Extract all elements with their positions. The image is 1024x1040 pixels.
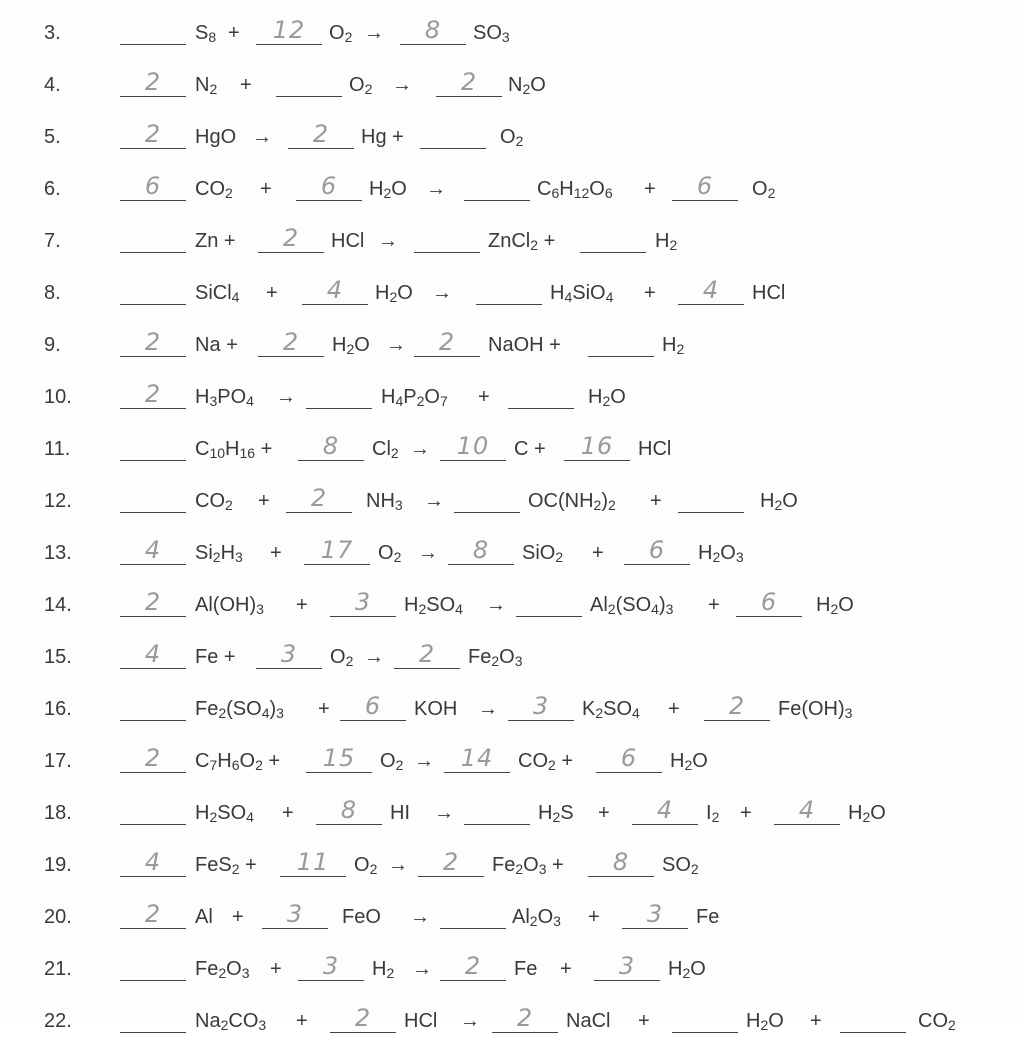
yield-arrow-icon: → — [364, 22, 384, 44]
plus-sign: + — [598, 802, 610, 824]
coefficient-blank[interactable] — [120, 848, 186, 877]
handwritten-coefficient: 2 — [312, 120, 330, 148]
yield-arrow-icon: → — [386, 334, 406, 356]
chemical-formula: ZnCl$_2$ + — [488, 230, 556, 253]
chemical-formula: $SO_2$ — [662, 854, 699, 877]
yield-arrow-icon: → — [412, 958, 432, 980]
plus-sign: + — [668, 698, 680, 720]
chemical-formula: HI — [390, 802, 410, 824]
coefficient-blank[interactable] — [120, 224, 186, 253]
equation-row — [0, 220, 1024, 260]
chemical-formula: $OC(NH_2)_2$ — [528, 490, 616, 513]
yield-arrow-icon: → — [378, 230, 398, 252]
equation-row — [0, 376, 1024, 416]
chemical-formula: $H_2S$ — [538, 802, 574, 825]
yield-arrow-icon: → — [424, 490, 444, 512]
coefficient-blank[interactable] — [476, 276, 542, 305]
coefficient-blank[interactable] — [516, 588, 582, 617]
handwritten-coefficient: 6 — [760, 588, 778, 616]
handwritten-coefficient: 2 — [144, 380, 162, 408]
handwritten-coefficient: 3 — [532, 692, 550, 720]
handwritten-coefficient: 2 — [282, 328, 300, 356]
coefficient-blank[interactable] — [440, 432, 506, 461]
equation-row — [0, 428, 1024, 468]
coefficient-blank[interactable] — [414, 328, 480, 357]
coefficient-blank[interactable] — [492, 1004, 558, 1033]
coefficient-blank[interactable] — [120, 172, 186, 201]
plus-sign: + — [644, 282, 656, 304]
coefficient-blank[interactable] — [120, 16, 186, 45]
problem-number: 5. — [44, 126, 61, 148]
coefficient-blank[interactable] — [672, 172, 738, 201]
handwritten-coefficient: 2 — [282, 224, 300, 252]
handwritten-coefficient: 2 — [460, 68, 478, 96]
chemical-formula: $O_2$ — [354, 854, 378, 877]
problem-number: 18. — [44, 802, 72, 824]
chemical-formula: $H_2O$ — [760, 490, 798, 513]
coefficient-blank[interactable] — [340, 692, 406, 721]
equation-row — [0, 168, 1024, 208]
problem-number: 20. — [44, 906, 72, 928]
chemical-formula: $Fe_2(SO_4)_3$ — [195, 698, 284, 721]
chemical-formula: $H_2O$ — [375, 282, 413, 305]
plus-sign: + — [708, 594, 720, 616]
coefficient-blank[interactable] — [580, 224, 646, 253]
coefficient-blank[interactable] — [444, 744, 510, 773]
chemical-formula: $H_2SO_4$ — [195, 802, 254, 825]
equation-row — [0, 1000, 1024, 1040]
coefficient-blank[interactable] — [840, 1004, 906, 1033]
coefficient-blank[interactable] — [258, 328, 324, 357]
chemical-formula: $O_2$ — [752, 178, 776, 201]
chemical-formula: Zn + — [195, 230, 236, 252]
coefficient-blank[interactable] — [306, 380, 372, 409]
plus-sign: + — [638, 1010, 650, 1032]
plus-sign: + — [260, 178, 272, 200]
handwritten-coefficient: 3 — [280, 640, 298, 668]
chemical-formula: $O_2$ — [329, 22, 353, 45]
problem-number: 22. — [44, 1010, 72, 1032]
problem-number: 8. — [44, 282, 61, 304]
coefficient-blank[interactable] — [414, 224, 480, 253]
chemical-formula: HCl — [404, 1010, 438, 1032]
plus-sign: + — [592, 542, 604, 564]
coefficient-blank[interactable] — [120, 536, 186, 565]
chemical-formula: $H_2$ — [662, 334, 685, 357]
coefficient-blank[interactable] — [436, 68, 502, 97]
chemical-formula: C + — [514, 438, 546, 460]
yield-arrow-icon: → — [252, 126, 272, 148]
coefficient-blank[interactable] — [418, 848, 484, 877]
coefficient-blank[interactable] — [120, 380, 186, 409]
handwritten-coefficient: 2 — [144, 900, 162, 928]
handwritten-coefficient: 4 — [656, 796, 674, 824]
handwritten-coefficient: 14 — [460, 744, 494, 772]
handwritten-coefficient: 2 — [464, 952, 482, 980]
chemical-formula: $Fe_2O_3$ + — [492, 854, 564, 877]
handwritten-coefficient: 2 — [144, 588, 162, 616]
handwritten-coefficient: 2 — [144, 744, 162, 772]
handwritten-coefficient: 2 — [418, 640, 436, 668]
handwritten-coefficient: 4 — [326, 276, 344, 304]
coefficient-blank[interactable] — [564, 432, 630, 461]
chemical-formula: $CO_2$ + — [518, 750, 574, 773]
plus-sign: + — [644, 178, 656, 200]
handwritten-coefficient: 8 — [424, 16, 442, 44]
handwritten-coefficient: 4 — [798, 796, 816, 824]
chemical-formula: $Na_2CO_3$ — [195, 1010, 267, 1033]
chemical-formula: $Si_2H_3$ — [195, 542, 243, 565]
equation-row — [0, 948, 1024, 988]
chemical-formula: KOH — [414, 698, 458, 720]
handwritten-coefficient: 3 — [286, 900, 304, 928]
coefficient-blank[interactable] — [774, 796, 840, 825]
coefficient-blank[interactable] — [120, 276, 186, 305]
handwritten-coefficient: 4 — [144, 536, 162, 564]
plus-sign: + — [560, 958, 572, 980]
problem-number: 14. — [44, 594, 72, 616]
chemical-formula: $Al(OH)_3$ — [195, 594, 264, 617]
coefficient-blank[interactable] — [120, 900, 186, 929]
chemical-formula: $H_2O$ — [670, 750, 708, 773]
coefficient-blank[interactable] — [120, 328, 186, 357]
chemical-formula: $NH_3$ — [366, 490, 403, 513]
coefficient-blank[interactable] — [622, 900, 688, 929]
coefficient-blank[interactable] — [440, 952, 506, 981]
chemical-formula: $H_3PO_4$ — [195, 386, 254, 409]
chemical-formula: $O_2$ — [378, 542, 402, 565]
handwritten-coefficient: 3 — [646, 900, 664, 928]
yield-arrow-icon: → — [414, 750, 434, 772]
plus-sign: + — [740, 802, 752, 824]
chemical-formula: $K_2SO_4$ — [582, 698, 640, 721]
chemical-formula: $Fe(OH)_3$ — [778, 698, 853, 721]
equation-row — [0, 64, 1024, 104]
coefficient-blank[interactable] — [120, 484, 186, 513]
coefficient-blank[interactable] — [120, 432, 186, 461]
coefficient-blank[interactable] — [420, 120, 486, 149]
handwritten-coefficient: 12 — [272, 16, 306, 44]
handwritten-coefficient: 2 — [144, 68, 162, 96]
coefficient-blank[interactable] — [120, 952, 186, 981]
plus-sign: + — [478, 386, 490, 408]
problem-number: 17. — [44, 750, 72, 772]
plus-sign: + — [240, 74, 252, 96]
problem-number: 15. — [44, 646, 72, 668]
yield-arrow-icon: → — [410, 906, 430, 928]
handwritten-coefficient: 6 — [320, 172, 338, 200]
handwritten-coefficient: 2 — [516, 1004, 534, 1032]
chemical-formula: $N_2O$ — [508, 74, 546, 97]
chemical-formula: $H_2O$ — [816, 594, 854, 617]
plus-sign: + — [258, 490, 270, 512]
plus-sign: + — [266, 282, 278, 304]
chemical-formula: $H_4SiO_4$ — [550, 282, 614, 305]
problem-number: 19. — [44, 854, 72, 876]
chemical-formula: $Al_2O_3$ — [512, 906, 561, 929]
coefficient-blank[interactable] — [400, 16, 466, 45]
chemical-formula: NaOH + — [488, 334, 561, 356]
chemical-formula: Na + — [195, 334, 238, 356]
chemical-formula: HCl — [752, 282, 786, 304]
coefficient-blank[interactable] — [120, 1004, 186, 1033]
coefficient-blank[interactable] — [120, 640, 186, 669]
problem-number: 21. — [44, 958, 72, 980]
handwritten-coefficient: 2 — [144, 328, 162, 356]
plus-sign: + — [270, 958, 282, 980]
coefficient-blank[interactable] — [286, 484, 352, 513]
equation-row — [0, 896, 1024, 936]
yield-arrow-icon: → — [364, 646, 384, 668]
problem-number: 16. — [44, 698, 72, 720]
coefficient-blank[interactable] — [120, 68, 186, 97]
handwritten-coefficient: 2 — [728, 692, 746, 720]
problem-number: 4. — [44, 74, 61, 96]
chemical-formula: $O_2$ — [330, 646, 354, 669]
equation-row — [0, 324, 1024, 364]
coefficient-blank[interactable] — [258, 224, 324, 253]
coefficient-blank[interactable] — [256, 640, 322, 669]
equation-row — [0, 480, 1024, 520]
yield-arrow-icon: → — [486, 594, 506, 616]
plus-sign: + — [282, 802, 294, 824]
chemical-formula: $H_2O$ — [848, 802, 886, 825]
yield-arrow-icon: → — [460, 1010, 480, 1032]
yield-arrow-icon: → — [434, 802, 454, 824]
chemical-formula: $H_2O$ — [332, 334, 370, 357]
equation-row — [0, 740, 1024, 780]
handwritten-coefficient: 6 — [620, 744, 638, 772]
handwritten-coefficient: 2 — [310, 484, 328, 512]
handwritten-coefficient: 2 — [354, 1004, 372, 1032]
yield-arrow-icon: → — [388, 854, 408, 876]
handwritten-coefficient: 6 — [364, 692, 382, 720]
coefficient-blank[interactable] — [120, 120, 186, 149]
yield-arrow-icon: → — [478, 698, 498, 720]
chemical-formula: Fe + — [195, 646, 236, 668]
coefficient-blank[interactable] — [316, 796, 382, 825]
coefficient-blank[interactable] — [288, 120, 354, 149]
handwritten-coefficient: 6 — [696, 172, 714, 200]
handwritten-coefficient: 10 — [456, 432, 490, 460]
chemical-formula: NaCl — [566, 1010, 611, 1032]
chemical-formula: $SO_3$ — [473, 22, 510, 45]
chemical-formula: $S_8$ — [195, 22, 217, 45]
handwritten-coefficient: 6 — [144, 172, 162, 200]
handwritten-coefficient: 3 — [322, 952, 340, 980]
problem-number: 13. — [44, 542, 72, 564]
coefficient-blank[interactable] — [588, 328, 654, 357]
handwritten-coefficient: 4 — [702, 276, 720, 304]
plus-sign: + — [588, 906, 600, 928]
handwritten-coefficient: 15 — [322, 744, 356, 772]
problem-number: 10. — [44, 386, 72, 408]
chemical-formula: $CO_2$ — [195, 178, 233, 201]
problem-number: 7. — [44, 230, 61, 252]
chemical-formula: $H_4P_2O_7$ — [381, 386, 448, 409]
equation-row — [0, 116, 1024, 156]
coefficient-blank[interactable] — [596, 744, 662, 773]
chemical-formula: $H_2$ — [372, 958, 395, 981]
coefficient-blank[interactable] — [330, 1004, 396, 1033]
plus-sign: + — [810, 1010, 822, 1032]
coefficient-blank[interactable] — [120, 744, 186, 773]
handwritten-coefficient: 2 — [438, 328, 456, 356]
chemical-formula: $H_2O$ — [746, 1010, 784, 1033]
plus-sign: + — [650, 490, 662, 512]
chemical-formula: SiCl$_4$ — [195, 282, 240, 305]
chemical-formula: $C_{10}H_{16}$ + — [195, 438, 273, 461]
equation-row — [0, 272, 1024, 312]
chemical-formula: FeS$_2$ + — [195, 854, 257, 877]
chemical-formula: $CO_2$ — [195, 490, 233, 513]
equation-row — [0, 532, 1024, 572]
yield-arrow-icon: → — [432, 282, 452, 304]
chemical-formula: Hg + — [361, 126, 404, 148]
handwritten-coefficient: 8 — [472, 536, 490, 564]
problem-number: 11. — [44, 438, 71, 460]
chemical-formula: $H_2SO_4$ — [404, 594, 463, 617]
plus-sign: + — [318, 698, 330, 720]
equation-row — [0, 636, 1024, 676]
chemical-formula: $Fe_2O_3$ — [195, 958, 250, 981]
problem-number: 9. — [44, 334, 61, 356]
coefficient-blank[interactable] — [298, 432, 364, 461]
chemical-formula: $O_2$ — [380, 750, 404, 773]
yield-arrow-icon: → — [392, 74, 412, 96]
handwritten-coefficient: 3 — [354, 588, 372, 616]
coefficient-blank[interactable] — [448, 536, 514, 565]
plus-sign: + — [270, 542, 282, 564]
handwritten-coefficient: 2 — [442, 848, 460, 876]
chemical-formula: $H_2O_3$ — [698, 542, 744, 565]
coefficient-blank[interactable] — [704, 692, 770, 721]
coefficient-blank[interactable] — [508, 380, 574, 409]
plus-sign: + — [296, 1010, 308, 1032]
equation-row — [0, 688, 1024, 728]
chemical-formula: $Cl_2$ — [372, 438, 399, 461]
problem-number: 6. — [44, 178, 61, 200]
coefficient-blank[interactable] — [454, 484, 520, 513]
chemical-formula: FeO — [342, 906, 381, 928]
plus-sign: + — [296, 594, 308, 616]
chemical-formula: $Al_2(SO_4)_3$ — [590, 594, 674, 617]
coefficient-blank[interactable] — [256, 16, 322, 45]
chemical-formula: $I_2$ — [706, 802, 720, 825]
handwritten-coefficient: 4 — [144, 848, 162, 876]
coefficient-blank[interactable] — [296, 172, 362, 201]
handwritten-coefficient: 16 — [580, 432, 614, 460]
handwritten-coefficient: 2 — [144, 120, 162, 148]
coefficient-blank[interactable] — [464, 172, 530, 201]
coefficient-blank[interactable] — [262, 900, 328, 929]
coefficient-blank[interactable] — [678, 276, 744, 305]
coefficient-blank[interactable] — [120, 692, 186, 721]
yield-arrow-icon: → — [276, 386, 296, 408]
chemical-formula: HCl — [331, 230, 365, 252]
chemical-formula: $H_2O$ — [369, 178, 407, 201]
coefficient-blank[interactable] — [394, 640, 460, 669]
chemical-formula: $O_2$ — [500, 126, 524, 149]
plus-sign: + — [228, 22, 240, 44]
chemical-formula: HCl — [638, 438, 672, 460]
coefficient-blank[interactable] — [120, 588, 186, 617]
yield-arrow-icon: → — [426, 178, 446, 200]
chemical-formula: SiO$_2$ — [522, 542, 564, 565]
handwritten-coefficient: 6 — [648, 536, 666, 564]
coefficient-blank[interactable] — [678, 484, 744, 513]
coefficient-blank[interactable] — [440, 900, 506, 929]
equation-row — [0, 12, 1024, 52]
handwritten-coefficient: 11 — [296, 848, 330, 876]
handwritten-coefficient: 3 — [618, 952, 636, 980]
chemical-formula: Al — [195, 906, 213, 928]
problem-number: 3. — [44, 22, 61, 44]
handwritten-coefficient: 8 — [612, 848, 630, 876]
coefficient-blank[interactable] — [624, 536, 690, 565]
chemical-formula: $H_2O$ — [588, 386, 626, 409]
equation-row — [0, 844, 1024, 884]
coefficient-blank[interactable] — [304, 536, 370, 565]
chemical-formula: $C_7H_6O_2$ + — [195, 750, 281, 773]
chemical-formula: $N_2$ — [195, 74, 218, 97]
handwritten-coefficient: 8 — [322, 432, 340, 460]
plus-sign: + — [232, 906, 244, 928]
chemical-formula: HgO — [195, 126, 237, 148]
coefficient-blank[interactable] — [306, 744, 372, 773]
chemical-formula: $H_2O$ — [668, 958, 706, 981]
handwritten-coefficient: 4 — [144, 640, 162, 668]
problem-number: 12. — [44, 490, 72, 512]
chemical-formula: $C_6H_{12}O_6$ — [537, 178, 613, 201]
coefficient-blank[interactable] — [330, 588, 396, 617]
handwritten-coefficient: 8 — [340, 796, 358, 824]
coefficient-blank[interactable] — [594, 952, 660, 981]
coefficient-blank[interactable] — [302, 276, 368, 305]
yield-arrow-icon: → — [410, 438, 430, 460]
equation-row — [0, 792, 1024, 832]
coefficient-blank[interactable] — [588, 848, 654, 877]
chemical-formula: $CO_2$ — [918, 1010, 956, 1033]
coefficient-blank[interactable] — [120, 796, 186, 825]
chemical-formula: $H_2$ — [655, 230, 678, 253]
equation-row — [0, 584, 1024, 624]
yield-arrow-icon: → — [418, 542, 438, 564]
coefficient-blank[interactable] — [508, 692, 574, 721]
coefficient-blank[interactable] — [298, 952, 364, 981]
coefficient-blank[interactable] — [672, 1004, 738, 1033]
handwritten-coefficient: 17 — [320, 536, 354, 564]
coefficient-blank[interactable] — [736, 588, 802, 617]
coefficient-blank[interactable] — [280, 848, 346, 877]
coefficient-blank[interactable] — [276, 68, 342, 97]
chemical-formula: $Fe_2O_3$ — [468, 646, 523, 669]
coefficient-blank[interactable] — [632, 796, 698, 825]
coefficient-blank[interactable] — [464, 796, 530, 825]
chemical-formula: Fe — [514, 958, 538, 980]
chemical-formula: Fe — [696, 906, 720, 928]
chemical-formula: $O_2$ — [349, 74, 373, 97]
